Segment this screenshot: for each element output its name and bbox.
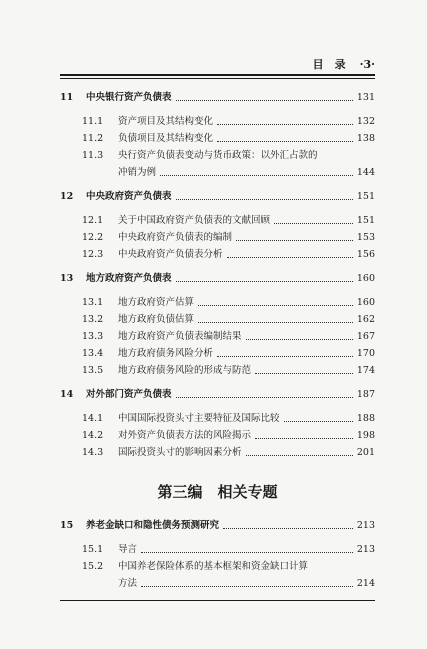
entry-page-number: 160 <box>356 297 375 308</box>
entry-title: 地方政府负债估算 <box>118 314 195 325</box>
entry-number: 11.2 <box>82 133 104 144</box>
entry-page-number: 174 <box>356 365 375 376</box>
dot-leader <box>255 373 353 374</box>
toc-entry[interactable] <box>60 146 375 162</box>
toc-section-entry[interactable] <box>60 228 375 244</box>
entry-number: 13.4 <box>82 348 104 359</box>
entry-number: 14.2 <box>82 430 104 441</box>
entry-number: 12.3 <box>82 249 104 260</box>
entry-number: 12 <box>60 191 74 202</box>
entry-title-continued: 冲销为例 <box>118 167 157 178</box>
dot-leader <box>255 438 353 439</box>
toc-chapter-entry[interactable] <box>60 88 375 104</box>
entry-title: 中国国际投资头寸主要特征及国际比较 <box>118 413 280 424</box>
entry-title-continued: 方法 <box>118 578 138 589</box>
entry-page-number: 162 <box>356 314 375 325</box>
toc-entry[interactable] <box>60 557 375 573</box>
entry-page-number: 201 <box>356 447 375 458</box>
entry-page-number: 153 <box>356 232 375 243</box>
toc-section-entry[interactable] <box>60 361 375 377</box>
entry-title: 地方政府债务风险的形成与防范 <box>118 365 252 376</box>
header-rule-thin <box>60 78 375 79</box>
entry-page-number: 213 <box>356 520 375 531</box>
entry-title: 关于中国政府资产负债表的文献回顾 <box>118 215 271 226</box>
toc-section-entry[interactable] <box>60 129 375 145</box>
entry-number: 11.1 <box>82 116 104 127</box>
toc-section-entry[interactable] <box>60 245 375 261</box>
entry-number: 15.1 <box>82 544 104 555</box>
toc-section-entry[interactable] <box>60 426 375 442</box>
entry-page-number: 151 <box>356 215 375 226</box>
entry-number: 13.5 <box>82 365 104 376</box>
toc-chapter-entry[interactable] <box>60 187 375 203</box>
dot-leader <box>217 356 353 357</box>
entry-number: 14.3 <box>82 447 104 458</box>
entry-page-number: 132 <box>356 116 375 127</box>
entry-title: 中央政府资产负债表分析 <box>118 249 223 260</box>
toc-section-entry[interactable] <box>60 409 375 425</box>
entry-page-number: 213 <box>356 544 375 555</box>
entry-number: 13.2 <box>82 314 104 325</box>
toc-section-entry[interactable] <box>60 211 375 227</box>
toc-section-entry[interactable] <box>60 293 375 309</box>
dot-leader <box>227 257 353 258</box>
entry-title: 资产项目及其结构变化 <box>118 116 214 127</box>
toc-entry-continuation[interactable] <box>60 574 375 590</box>
entry-title: 对外部门资产负债表 <box>86 389 172 400</box>
entry-title: 地方政府资产估算 <box>118 297 195 308</box>
dot-leader <box>198 305 353 306</box>
entry-number: 15.2 <box>82 561 104 572</box>
toc-section-entry[interactable] <box>60 327 375 343</box>
dot-leader <box>176 199 353 200</box>
dot-leader <box>141 552 353 553</box>
toc-chapter-entry[interactable] <box>60 269 375 285</box>
entry-title: 中央银行资产负债表 <box>86 92 172 103</box>
dot-leader <box>246 339 353 340</box>
dot-leader <box>176 100 353 101</box>
toc-section-entry[interactable] <box>60 112 375 128</box>
footer-rule <box>60 600 375 601</box>
entry-title: 地方政府债务风险分析 <box>118 348 214 359</box>
entry-number: 11.3 <box>82 150 104 161</box>
entry-number: 14 <box>60 389 74 400</box>
dot-leader <box>274 223 353 224</box>
dot-leader <box>141 586 353 587</box>
dot-leader <box>246 455 353 456</box>
dot-leader <box>176 281 353 282</box>
entry-title: 中央政府资产负债表 <box>86 191 172 202</box>
dot-leader <box>176 397 353 398</box>
entry-title: 养老金缺口和隐性债务预测研究 <box>86 520 220 531</box>
toc-chapter-entry[interactable] <box>60 516 375 532</box>
toc-chapter-entry[interactable] <box>60 385 375 401</box>
dot-leader <box>217 141 353 142</box>
header-section-label: 目 录 <box>312 58 346 71</box>
entry-title: 导言 <box>118 544 138 555</box>
toc-section-entry[interactable] <box>60 310 375 326</box>
entry-page-number: 138 <box>356 133 375 144</box>
entry-page-number: 167 <box>356 331 375 342</box>
entry-title: 地方政府资产负债表 <box>86 273 172 284</box>
running-header <box>60 56 375 72</box>
dot-leader <box>236 240 353 241</box>
dot-leader <box>217 124 353 125</box>
entry-page-number: 188 <box>356 413 375 424</box>
entry-number: 15 <box>60 520 74 531</box>
entry-number: 14.1 <box>82 413 104 424</box>
entry-title: 对外资产负债表方法的风险揭示 <box>118 430 252 441</box>
entry-title: 中国养老保险体系的基本框架和资金缺口计算 <box>118 561 309 572</box>
header-page-number: ·3· <box>359 57 375 71</box>
entry-number: 13.1 <box>82 297 104 308</box>
entry-page-number: 170 <box>356 348 375 359</box>
entry-page-number: 144 <box>356 167 375 178</box>
header-rule-thick <box>60 74 375 76</box>
dot-leader <box>160 175 353 176</box>
entry-title: 央行资产负债表变动与货币政策：以外汇占款的 <box>118 150 318 161</box>
entry-number: 11 <box>60 92 74 103</box>
entry-page-number: 151 <box>356 191 375 202</box>
dot-leader <box>284 421 353 422</box>
entry-page-number: 198 <box>356 430 375 441</box>
entry-number: 13 <box>60 273 74 284</box>
entry-page-number: 160 <box>356 273 375 284</box>
dot-leader <box>198 322 353 323</box>
entry-number: 12.2 <box>82 232 104 243</box>
entry-page-number: 214 <box>356 578 375 589</box>
toc-section-entry[interactable] <box>60 540 375 556</box>
entry-title: 地方政府资产负债表编制结果 <box>118 331 242 342</box>
entry-number: 12.1 <box>82 215 104 226</box>
toc-section-entry[interactable] <box>60 443 375 459</box>
part-title: 第三编 相关专题 <box>157 483 278 501</box>
entry-page-number: 156 <box>356 249 375 260</box>
entry-page-number: 131 <box>356 92 375 103</box>
toc-entry-continuation[interactable] <box>60 163 375 179</box>
entry-page-number: 187 <box>356 389 375 400</box>
toc-section-entry[interactable] <box>60 344 375 360</box>
dot-leader <box>223 528 353 529</box>
entry-title: 国际投资头寸的影响因素分析 <box>118 447 242 458</box>
entry-title: 中央政府资产负债表的编制 <box>118 232 233 243</box>
entry-title: 负债项目及其结构变化 <box>118 133 214 144</box>
entry-number: 13.3 <box>82 331 104 342</box>
